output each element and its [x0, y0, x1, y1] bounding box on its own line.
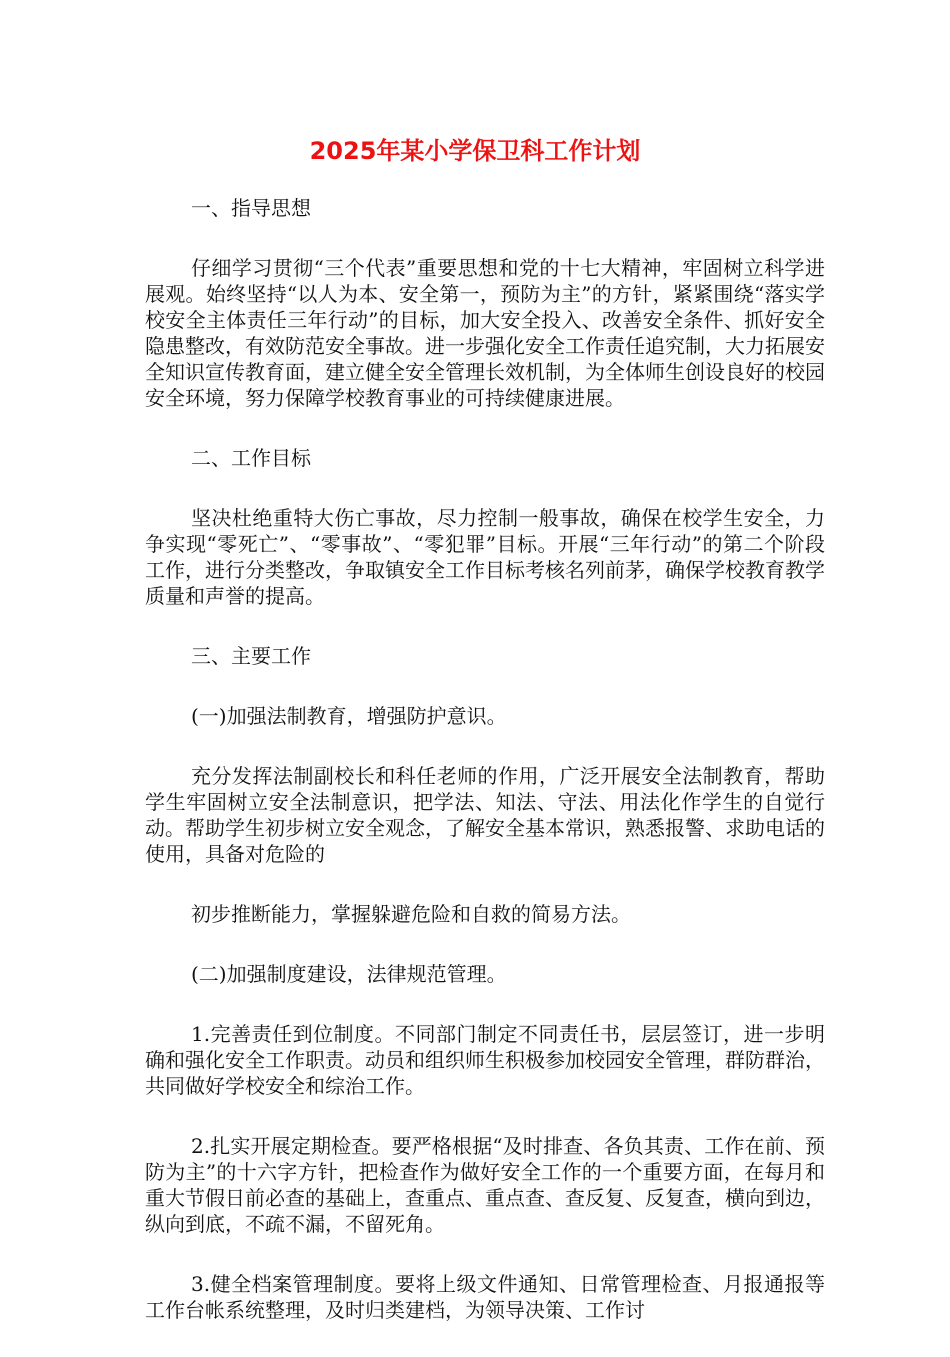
subsection-heading-system-building: (二)加强制度建设，法律规范管理。 — [191, 962, 507, 986]
paragraph-regular-inspection: 2.扎实开展定期检查。要严格根据“及时排查、各负其责、工作在前、预防为主”的十六字方针，把检查作为做好安全工作的一个重要方面，在每月和重大节假日前必查的基础上，查重点、重点查、查反复、反复查，横向到边，纵向到底，不疏不漏，不留死角。 — [145, 1134, 825, 1236]
document-title: 2025年某小学保卫科工作计划 — [309, 137, 641, 165]
paragraph-responsibility-system: 1.完善责任到位制度。不同部门制定不同责任书，层层签订，进一步明确和强化安全工作职责。动员和组织师生积极参加校园安全管理，群防群治，共同做好学校安全和综治工作。 — [145, 1022, 825, 1098]
paragraph-legal-education-continued: 初步推断能力，掌握躲避危险和自救的简易方法。 — [191, 902, 631, 926]
paragraph-work-goals: 坚决杜绝重特大伤亡事故，尽力控制一般事故，确保在校学生安全，力争实现“零死亡”、“零事故”、“零犯罪”目标。开展“三年行动”的第二个阶段工作，进行分类整改，争取镇安全工作目标考核名列前茅，确保学校教育教学质量和声誉的提高。 — [145, 506, 825, 608]
paragraph-legal-education: 充分发挥法制副校长和科任老师的作用，广泛开展安全法制教育，帮助学生牢固树立安全法制意识，把学法、知法、守法、用法化作学生的自觉行动。帮助学生初步树立安全观念，了解安全基本常识，熟悉报警、求助电话的使用，具备对危险的 — [145, 764, 825, 866]
section-heading-work-goals: 二、工作目标 — [191, 446, 311, 470]
document-body — [145, 195, 825, 1357]
subsection-heading-legal-education: (一)加强法制教育，增强防护意识。 — [191, 704, 507, 728]
paragraph-guiding-ideology: 仔细学习贯彻“三个代表”重要思想和党的十七大精神，牢固树立科学进展观。始终坚持“以人为本、安全第一，预防为主”的方针，紧紧围绕“落实学校安全主体责任三年行动”的目标，加大安全投入、改善安全条件、抓好安全隐患整改，有效防范安全事故。进一步强化安全工作责任追究制，大力拓展安全知识宣传教育面，建立健全安全管理长效机制，为全体师生创设良好的校园安全环境，努力保障学校教育事业的可持续健康进展。 — [145, 256, 825, 410]
paragraph-archive-management: 3.健全档案管理制度。要将上级文件通知、日常管理检查、月报通报等工作台帐系统整理，及时归类建档，为领导决策、工作讨 — [145, 1272, 825, 1322]
section-heading-main-work: 三、主要工作 — [191, 644, 311, 668]
section-heading-guiding-ideology: 一、指导思想 — [191, 196, 311, 220]
